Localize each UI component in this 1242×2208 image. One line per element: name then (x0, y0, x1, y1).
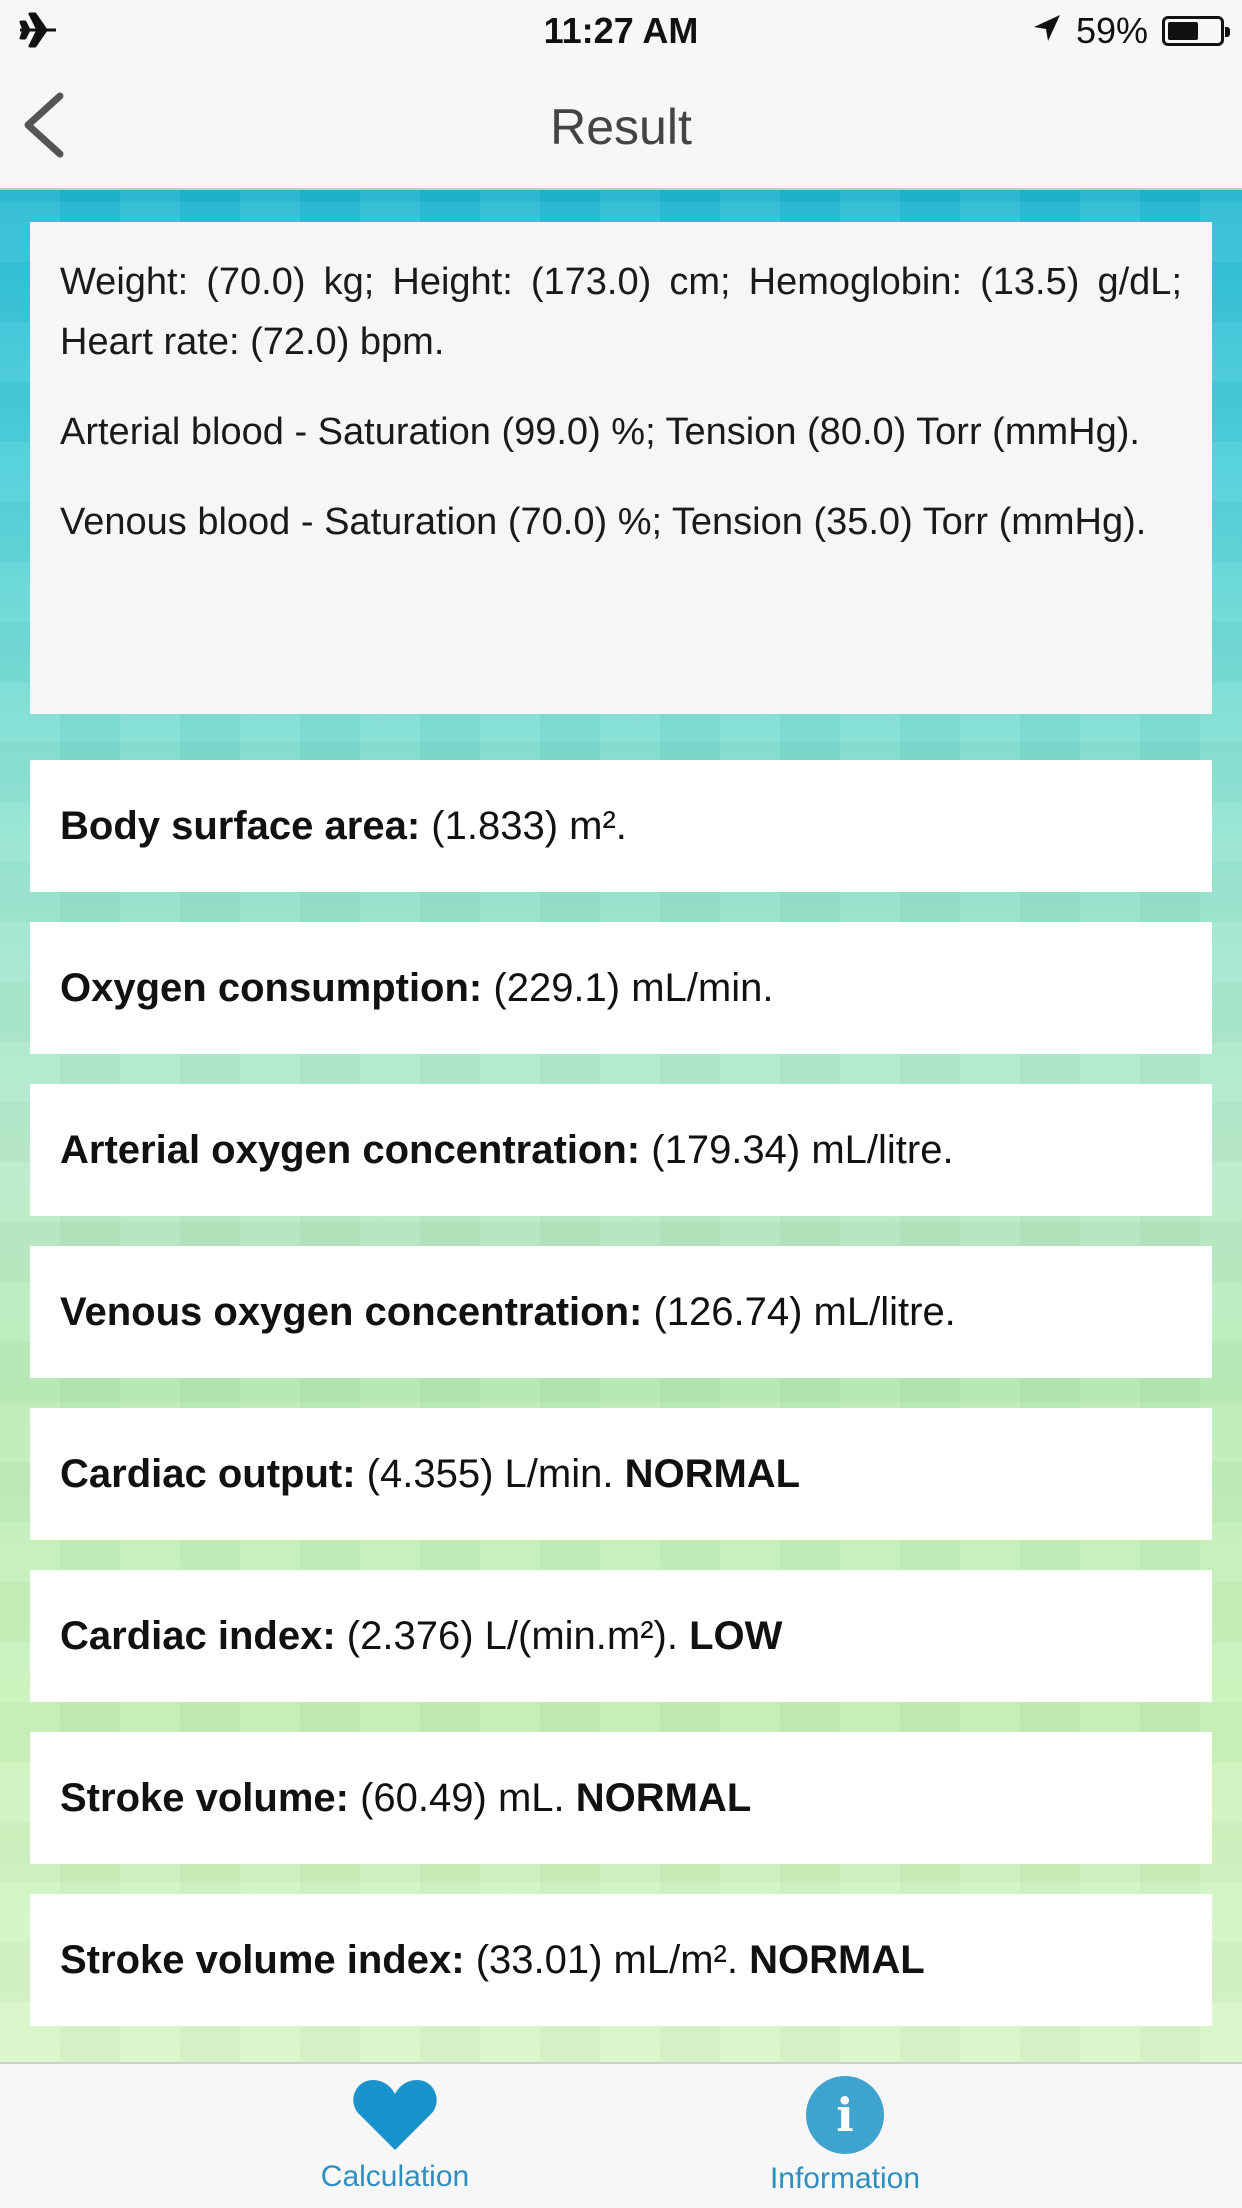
summary-venous-line: Venous blood - Saturation (70.0) %; Tension (35.0) Torr (mmHg). (60, 501, 1147, 543)
result-label: Oxygen consumption: (60, 965, 483, 1010)
result-oxygen-consumption (30, 922, 1212, 1054)
info-icon: i (806, 2076, 884, 2154)
result-status: LOW (689, 1613, 783, 1658)
result-cardiac-index (30, 1570, 1212, 1702)
results-content[interactable] (0, 190, 1242, 2062)
result-value: (229.1) mL/min. (493, 965, 774, 1010)
summary-patient-line: Weight: (70.0) kg; Height: (173.0) cm; Hemoglobin: (13.5) g/dL; Heart rate: (72.0) bpm. (60, 261, 1182, 363)
result-value: (33.01) mL/m². (475, 1937, 738, 1982)
tab-information[interactable] (695, 2076, 995, 2206)
result-label: Stroke volume index: (60, 1937, 465, 1982)
result-value: (4.355) L/min. (366, 1451, 614, 1496)
result-value: (179.34) mL/litre. (651, 1127, 954, 1172)
result-status: NORMAL (624, 1451, 801, 1496)
result-status: NORMAL (749, 1937, 925, 1982)
tab-calculation[interactable] (245, 2076, 545, 2206)
tab-calculation-label: Calculation (320, 2160, 470, 2193)
result-label: Body surface area: (60, 803, 421, 848)
result-value: (60.49) mL. (360, 1775, 565, 1820)
navigation-bar (0, 62, 1242, 190)
result-value: (2.376) L/(min.m²). (346, 1613, 678, 1658)
location-arrow-icon (1032, 10, 1062, 52)
battery-percent: 59% (1075, 10, 1148, 51)
heart-icon (353, 2076, 437, 2152)
status-right (1032, 10, 1224, 52)
status-bar (0, 0, 1242, 62)
result-label: Venous oxygen concentration: (60, 1289, 643, 1334)
summary-arterial-line: Arterial blood - Saturation (99.0) %; Tension (80.0) Torr (mmHg). (60, 411, 1140, 453)
result-value: (126.74) mL/litre. (653, 1289, 956, 1334)
tab-bar (0, 2062, 1242, 2208)
result-stroke-volume (30, 1732, 1212, 1864)
status-time: 11:27 AM (543, 10, 699, 51)
result-label: Cardiac output: (60, 1451, 356, 1496)
result-cardiac-output (30, 1408, 1212, 1540)
result-status: NORMAL (575, 1775, 752, 1820)
result-label: Arterial oxygen concentration: (60, 1127, 641, 1172)
page-title: Result (550, 99, 692, 155)
result-label: Cardiac index: (60, 1613, 336, 1658)
tab-information-label: Information (769, 2162, 921, 2195)
result-value: (1.833) m². (431, 803, 627, 848)
result-body-surface-area (30, 760, 1212, 892)
result-stroke-volume-index (30, 1894, 1212, 2026)
result-venous-oxygen-concentration (30, 1246, 1212, 1378)
battery-icon (1162, 16, 1224, 46)
result-label: Stroke volume: (60, 1775, 349, 1820)
input-summary-card (30, 222, 1212, 714)
result-arterial-oxygen-concentration (30, 1084, 1212, 1216)
